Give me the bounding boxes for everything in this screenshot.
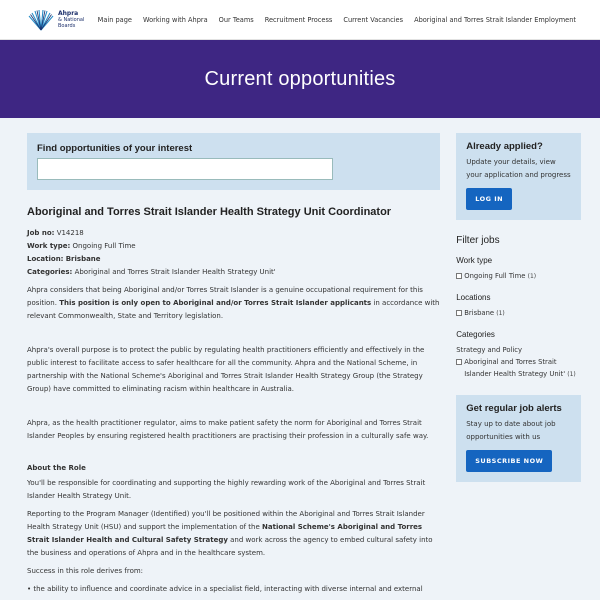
already-applied-text: Update your details, view your application and progress [466,158,571,179]
location-row [27,253,440,266]
filter-option-ongoing-full-time[interactable] [456,270,581,283]
search-input[interactable] [37,158,333,180]
page-title: Current opportunities [204,67,396,90]
p5-text-end: and work across the agency to embed cultural safety into the business and operations of Ahpra and in the healthcare system. [27,536,433,557]
logo-text [58,11,84,29]
ahpra-fan-icon [26,8,56,32]
content-area [0,118,600,596]
checkbox[interactable] [456,359,462,365]
option-count: (1) [527,273,537,280]
job-alerts-card [456,395,581,482]
paragraph-success: Success in this role derives from: [27,567,144,575]
option-label: Brisbane [464,309,495,317]
p1-text: Ahpra considers that being Aboriginal and/or Torres Strait Islander is a genuine occupational requirement for this position. [27,286,423,307]
job-no-value: V14218 [56,229,84,237]
job-alerts-text: Stay up to date about job opportunities with us [466,420,556,441]
login-button[interactable]: LOG IN [466,188,512,210]
p1-text-end: in accordance with relevant Commonwealth, State and Territory legislation. [27,299,440,320]
site-header [0,0,600,40]
p5-text: Reporting to the Program Manager (Identified) you'll be positioned within the Aboriginal and Torres Strait Islander Health Strategy Unit (HSU) and support the implementation of the [27,510,425,531]
filter-categories-label: Categories [456,330,495,339]
filter-locations [456,293,581,320]
paragraph-eligibility [27,284,440,323]
about-role-heading: About the Role [27,464,86,472]
job-no-label: Job no: [27,229,55,237]
nav-our-teams[interactable]: Our Teams [218,15,254,24]
paragraph-regulator: Ahpra, as the health practitioner regulator, aims to make patient safety the norm for Aboriginal and Torres Strait Islander Peoples by ensuring registered health practitioners are practising their profession in a culturally safe way. [27,419,429,440]
list-item: • the ability to influence and coordinate advice in a specialist field, interacting with diverse internal and external [27,585,423,593]
checkbox[interactable] [456,273,462,279]
already-applied-title: Already applied? [466,141,543,152]
paragraph-reporting [27,508,440,560]
logo-line3: Boards [58,22,76,29]
option-count: (1) [567,371,576,378]
work-type-label: Work type: [27,242,71,250]
filter-option-brisbane[interactable] [456,307,581,320]
work-type-value: Ongoing Full Time [72,242,136,250]
job-meta [27,227,440,279]
hero-banner [0,40,600,118]
search-panel [27,133,440,190]
logo-name: Ahpra [58,9,79,17]
job-no-row [27,227,440,240]
work-type-row [27,240,440,253]
categories-label: Categories: [27,268,73,276]
option-count: (1) [496,310,505,317]
p1-bold: This position is only open to Aboriginal and/or Torres Strait Islander applicants [59,299,372,307]
nav-main-page[interactable]: Main page [97,15,132,24]
subscribe-button[interactable]: SUBSCRIBE NOW [466,450,552,472]
search-title: Find opportunities of your interest [37,143,193,154]
job-alerts-title: Get regular job alerts [466,403,562,414]
filter-categories [456,330,581,381]
option-label: Aboriginal and Torres Strait Islander Health Strategy Unit' [464,358,566,378]
job-title: Aboriginal and Torres Strait Islander Health Strategy Unit Coordinator [27,206,392,218]
nav-atsi-employment[interactable]: Aboriginal and Torres Strait Islander Employment [414,15,576,24]
categories-value: Aboriginal and Torres Strait Islander Health Strategy Unit' [74,268,276,276]
nav-recruitment-process[interactable]: Recruitment Process [264,15,333,24]
filter-work-type-label: Work type [456,256,493,265]
p5-bold: National Scheme's Aboriginal and Torres Strait Islander Health and Cultural Safety Strategy [27,523,423,544]
main-nav [98,16,576,24]
nav-working-with-ahpra[interactable]: Working with Ahpra [142,15,208,24]
job-detail [27,133,440,596]
logo-line2: & National [58,16,85,23]
checkbox[interactable] [456,310,462,316]
filter-option-atsi-hsu[interactable] [456,356,581,381]
sidebar [456,133,581,596]
filter-work-type [456,256,581,283]
filter-locations-label: Locations [456,293,491,302]
location-label: Location: [27,255,64,263]
ahpra-logo[interactable] [26,8,98,32]
location-value: Brisbane [65,255,101,263]
paragraph-responsibility: You'll be responsible for coordinating and supporting the highly rewarding work of the Aboriginal and Torres Strait Islander Health Strategy Unit. [27,479,426,500]
categories-row [27,266,440,279]
category-parent: Strategy and Policy [456,346,523,354]
nav-current-vacancies[interactable]: Current Vacancies [343,15,404,24]
already-applied-card [456,133,581,220]
option-label: Ongoing Full Time [464,272,526,280]
paragraph-purpose: Ahpra's overall purpose is to protect the public by regulating health practitioners efficiently and effectively in the public interest to facilitate access to safer healthcare for all the community. Ahpra and the National Scheme, in partnership with the National Scheme's Aboriginal and Torres Strait Islander Health Strategy Group (the Strategy Group) have committed to eliminating racism within healthcare in Australia. [27,346,425,393]
filter-jobs-title: Filter jobs [456,235,500,246]
